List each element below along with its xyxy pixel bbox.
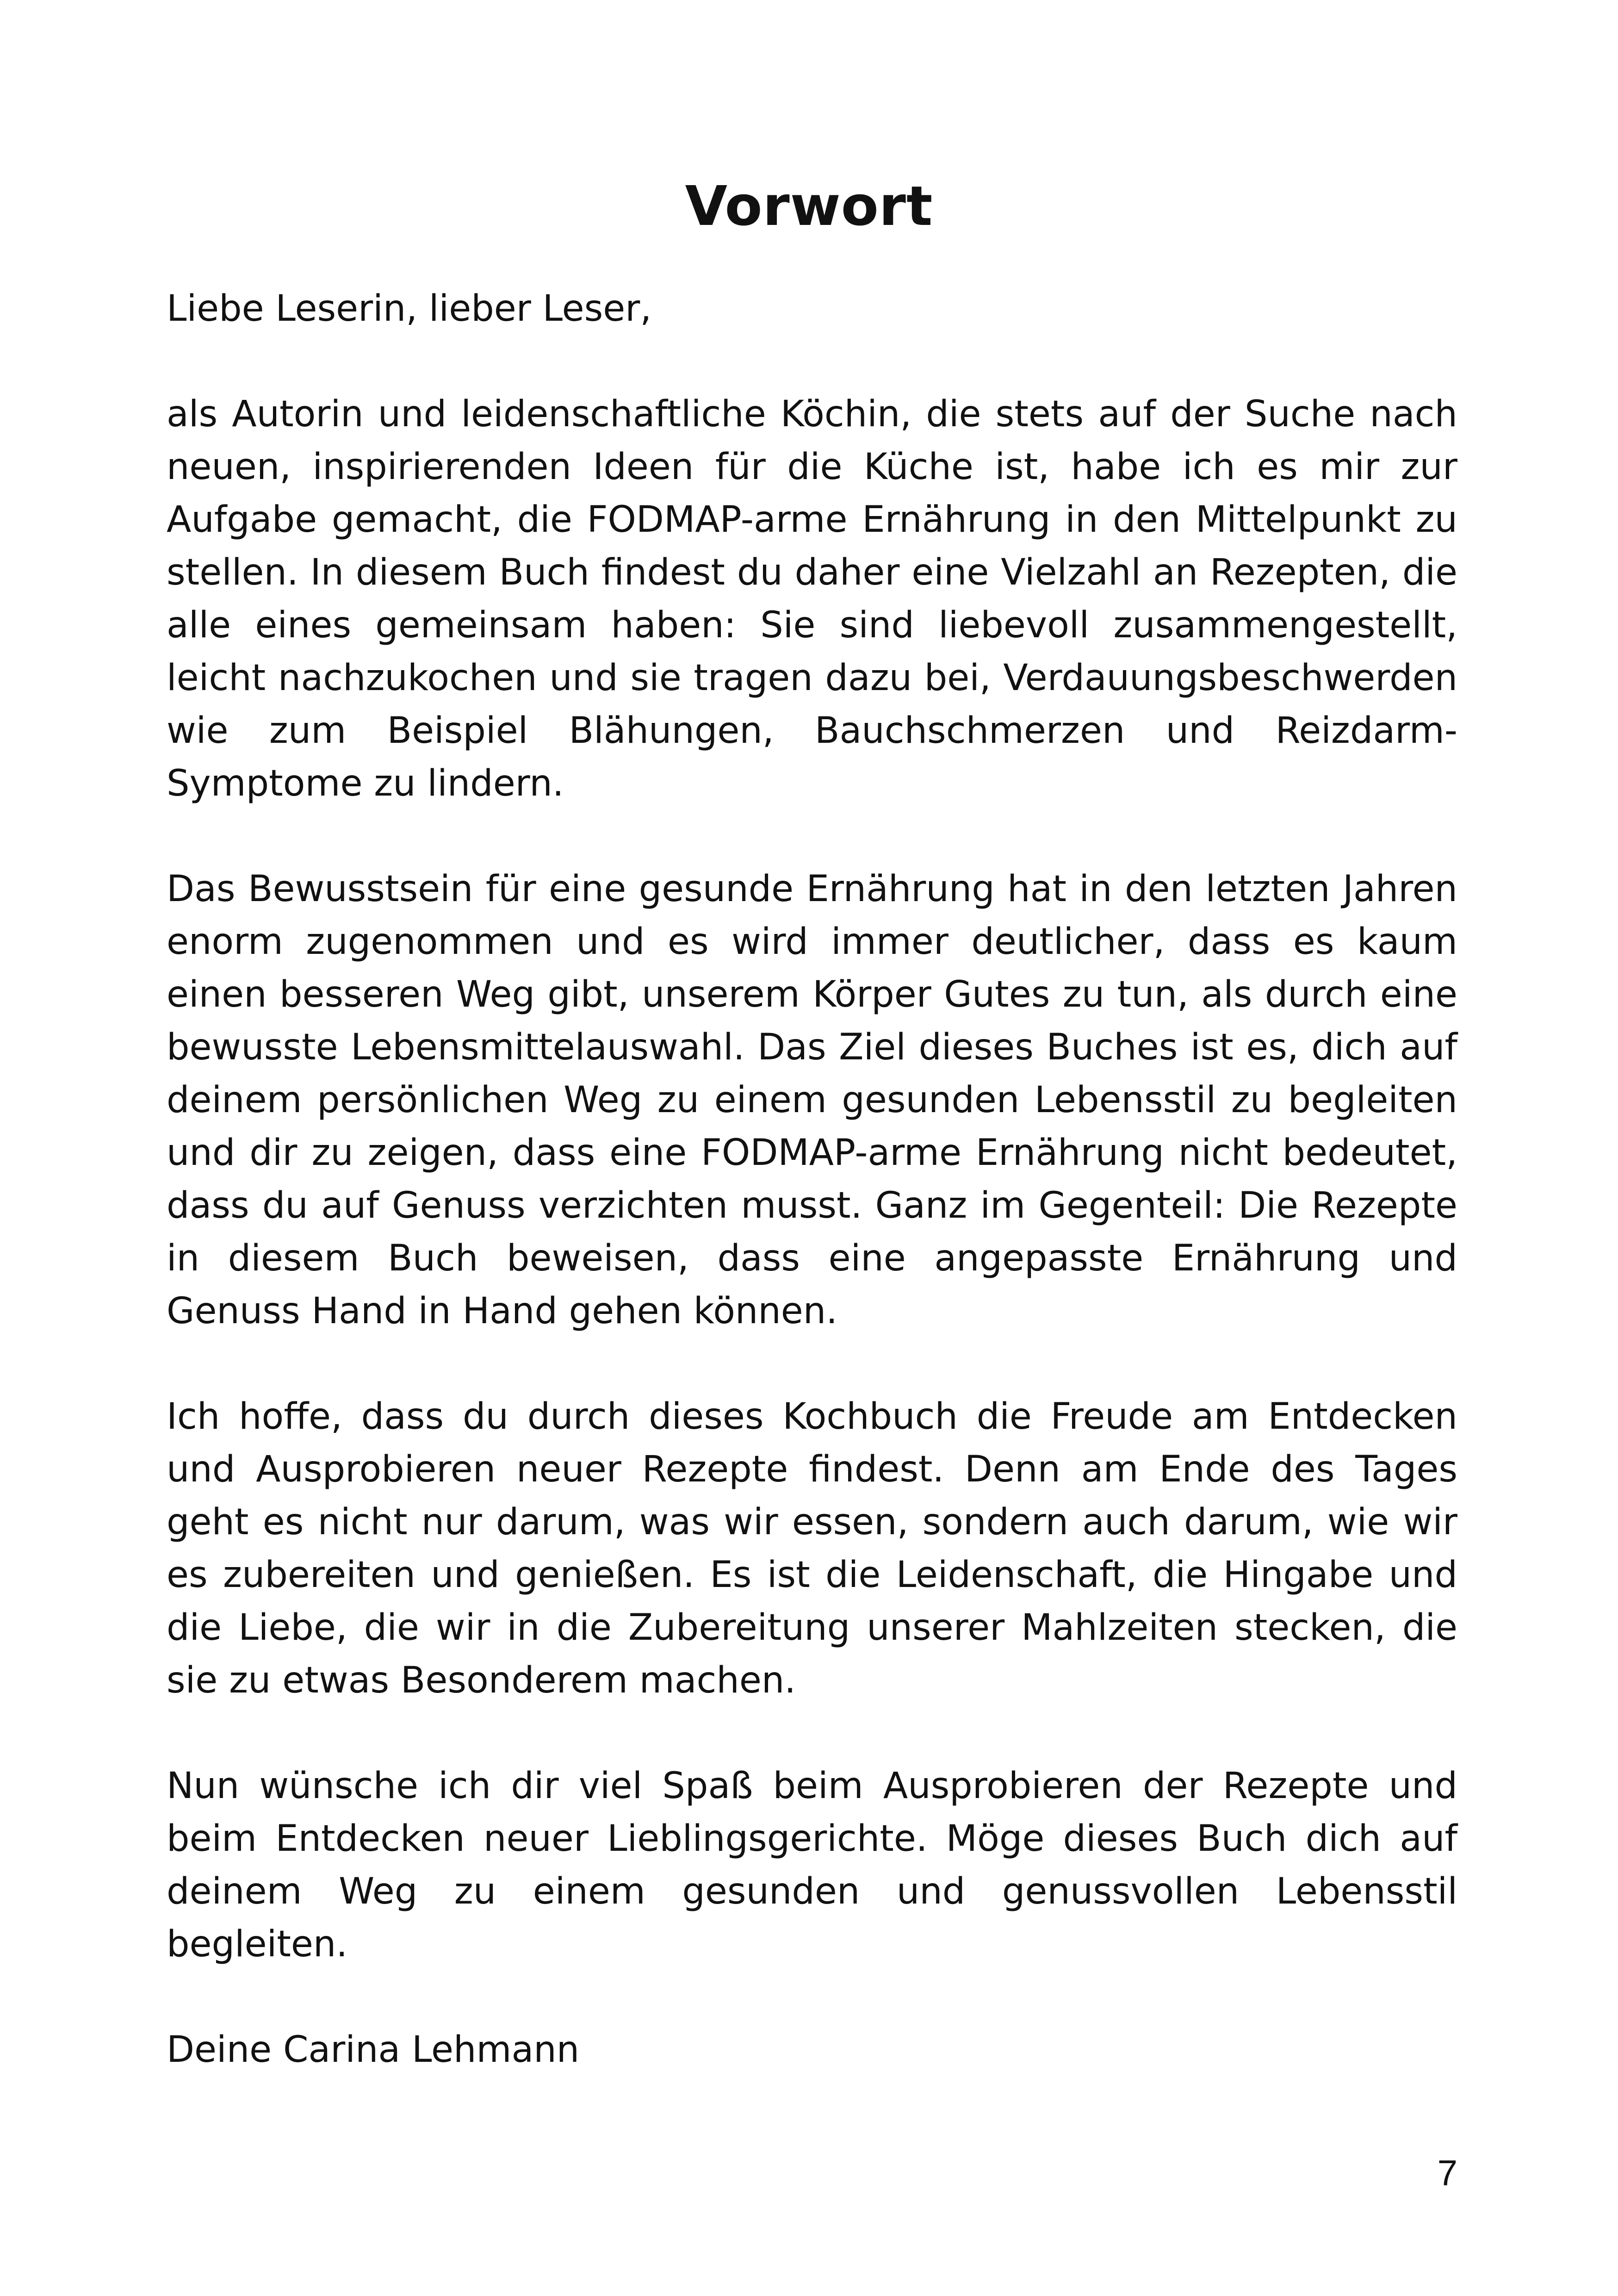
preface-body [167, 282, 1457, 2076]
page-number: 7 [1437, 2153, 1457, 2193]
page-title: Vorwort [685, 174, 933, 238]
salutation: Liebe Leserin, lieber Leser, [167, 288, 652, 330]
paragraph-intro: als Autorin und leidenschaftliche Köchin, die stets auf der Suche nach neuen, inspirierenden Ideen für die Küche ist, habe ich es mir zur Aufgabe gemacht, die FODMAP-arme Ernährung in den Mittelpunkt zu stellen. In diesem Buch findest du daher eine Vielzahl an Rezepten, die alle eines gemeinsam haben: Sie sind liebevoll zusammengestellt, leicht nachzukochen und sie tragen dazu bei, Verdauungsbeschwerden wie zum Beispiel Blähungen, Bauchschmerzen und Reizdarm-Symptome zu lindern. [167, 393, 1457, 804]
signature: Deine Carina Lehmann [167, 2029, 580, 2071]
paragraph-closing: Nun wünsche ich dir viel Spaß beim Ausprobieren der Rezepte und beim Entdecken neuer Lieblingsgerichte. Möge dieses Buch dich auf deinem Weg zu einem gesunden und genussvollen Lebensstil begleiten. [167, 1765, 1457, 1965]
paragraph-hope: Ich hoffe, dass du durch dieses Kochbuch die Freude am Entdecken und Ausprobieren neuer Rezepte findest. Denn am Ende des Tages geht es nicht nur darum, was wir essen, sondern auch darum, wie wir es zubereiten und genießen. Es ist die Leidenschaft, die Hingabe und die Liebe, die wir in die Zubereitung unserer Mahlzeiten stecken, die sie zu etwas Besonderem machen. [167, 1396, 1457, 1701]
paragraph-awareness: Das Bewusstsein für eine gesunde Ernährung hat in den letzten Jahren enorm zugenommen und es wird immer deutlicher, dass es kaum einen besseren Weg gibt, unserem Körper Gutes zu tun, als durch eine bewusste Lebensmittelauswahl. Das Ziel dieses Buches ist es, dich auf deinem persönlichen Weg zu einem gesunden Lebensstil zu begleiten und dir zu zeigen, dass eine FODMAP-arme Ernährung nicht bedeutet, dass du auf Genuss verzichten musst. Ganz im Gegenteil: Die Rezepte in diesem Buch beweisen, dass eine angepasste Ernährung und Genuss Hand in Hand gehen können. [167, 868, 1457, 1332]
